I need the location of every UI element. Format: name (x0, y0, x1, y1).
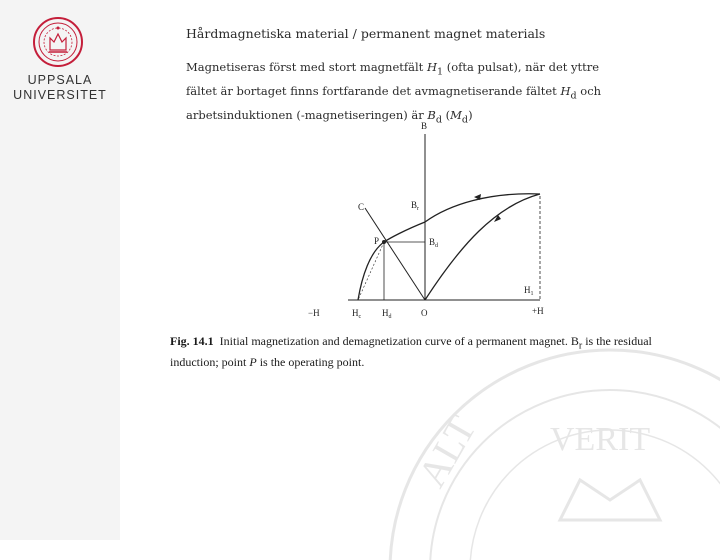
page-title: Hårdmagnetiska material / permanent magnet materials (186, 26, 546, 41)
caption-text: is the residual induction; point (170, 334, 652, 370)
body-text-part: Magnetiseras först med stort magnetfält (186, 60, 427, 74)
label-B: B (421, 121, 428, 131)
label-C: C (358, 202, 365, 212)
hc-to-p-line (358, 242, 384, 300)
label-negH: −H (308, 308, 320, 318)
hd-variable: H (560, 83, 571, 98)
caption-text: is the operating point. (256, 355, 365, 370)
seal-watermark (380, 340, 720, 560)
body-text-part: och arbetsinduktionen (-magnetiseringen) är (186, 83, 602, 122)
svg-text:ALT: ALT (408, 407, 485, 495)
bd-variable: B (427, 107, 436, 122)
body-text-part: ( (441, 107, 451, 122)
label-H1: $H_1$ (524, 285, 534, 297)
body-text-part: ) (468, 107, 473, 122)
label-Hd: $H_d$ (382, 308, 392, 320)
caption-text: Initial magnetization and demagnetization curve of a permanent magnet. B (219, 334, 579, 348)
demagnetization-curve (358, 222, 425, 300)
sidebar (0, 0, 120, 540)
md-subscript: d (461, 113, 469, 125)
svg-text:VERIT: VERIT (550, 421, 651, 458)
h1-subscript: 1 (436, 66, 444, 78)
h1-variable: H (426, 60, 437, 74)
bd-subscript: d (435, 113, 442, 125)
operating-point (382, 240, 386, 244)
label-O: O (421, 308, 428, 318)
caption-number: Fig. 14.1 (170, 334, 214, 348)
university-name-line2: UNIVERSITET (13, 88, 107, 102)
caption-point: P (249, 355, 257, 370)
label-P: P (374, 236, 380, 246)
magnetization-figure (290, 113, 560, 328)
university-name-line1: UPPSALA (27, 73, 93, 87)
initial-magnetization-curve (425, 194, 540, 300)
body-text-part: (ofta pulsat), när det yttre fältet är bortaget finns fortfarande det avmagnetiserande fältet (186, 60, 600, 98)
arrow-initial (494, 215, 501, 222)
return-curve (425, 194, 540, 222)
university-seal-logo (32, 16, 84, 68)
label-Br: $B_r$ (411, 200, 420, 212)
load-line (365, 208, 425, 300)
figure-caption (170, 333, 700, 370)
caption-subscript: r (578, 340, 583, 352)
label-Bd: $B_d$ (429, 237, 439, 249)
label-posH: +H (532, 306, 544, 316)
md-variable: M (450, 107, 462, 122)
hd-subscript: d (570, 90, 577, 102)
label-Hc: $H_c$ (352, 308, 362, 320)
